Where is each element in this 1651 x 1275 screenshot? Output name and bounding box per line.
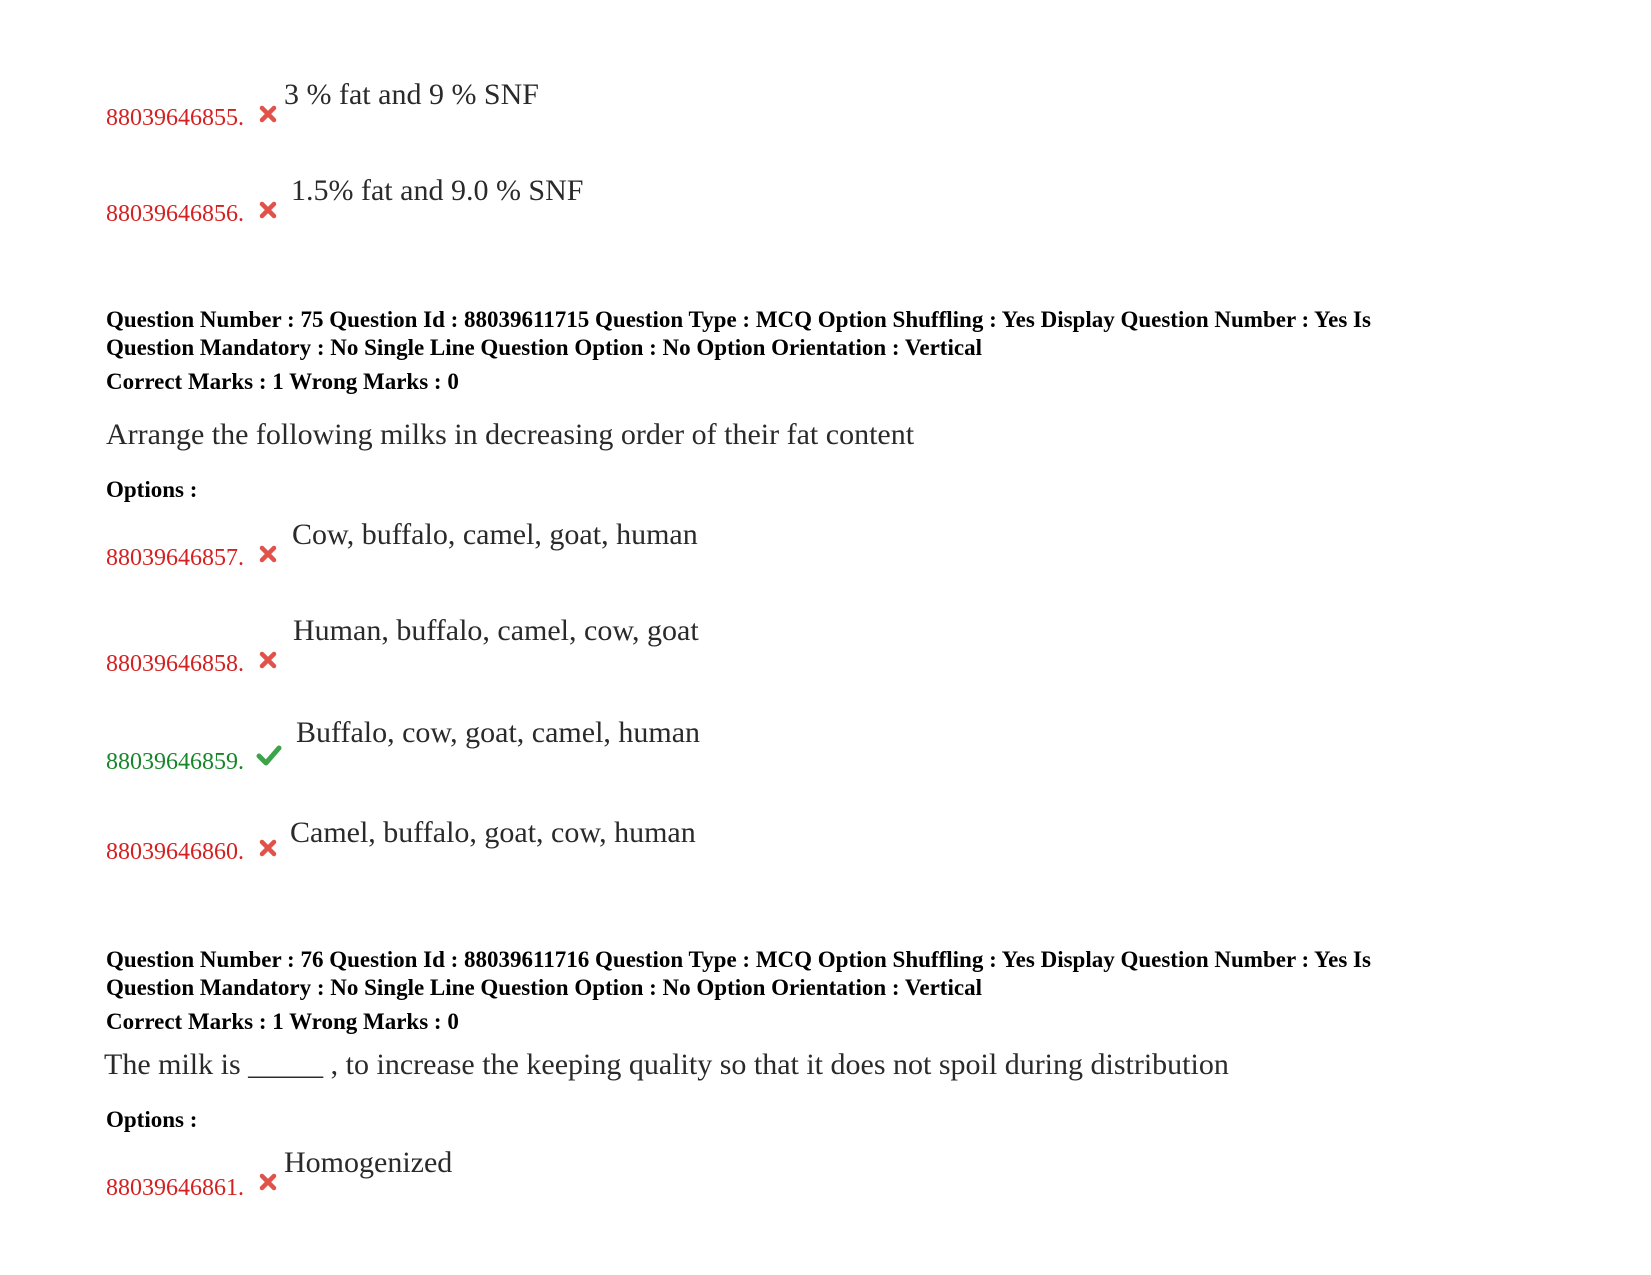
cross-icon — [258, 838, 278, 858]
q76-marks: Correct Marks : 1 Wrong Marks : 0 — [106, 1009, 459, 1034]
option-id-88039646861: 88039646861. — [106, 1175, 244, 1201]
option-id-88039646858: 88039646858. — [106, 651, 244, 677]
q76-meta-line2: Question Mandatory : No Single Line Question Option : No Option Orientation : Vertical — [106, 975, 982, 1000]
q75-meta-line2: Question Mandatory : No Single Line Question Option : No Option Orientation : Vertical — [106, 335, 982, 360]
q76-options-label: Options : — [106, 1107, 198, 1132]
option-text-88039646857: Cow, buffalo, camel, goat, human — [292, 518, 698, 551]
cross-icon — [258, 200, 278, 220]
cross-icon — [258, 1172, 278, 1192]
option-id-88039646859: 88039646859. — [106, 749, 244, 775]
cross-icon — [258, 650, 278, 670]
option-text-88039646855: 3 % fat and 9 % SNF — [284, 78, 539, 111]
option-text-88039646859: Buffalo, cow, goat, camel, human — [296, 716, 701, 749]
q75-question-text: Arrange the following milks in decreasing order of their fat content — [106, 418, 915, 451]
option-text-88039646856: 1.5% fat and 9.0 % SNF — [291, 174, 584, 207]
option-id-88039646860: 88039646860. — [106, 839, 244, 865]
option-id-88039646857: 88039646857. — [106, 545, 244, 571]
option-text-88039646861: Homogenized — [284, 1146, 453, 1179]
option-text-88039646860: Camel, buffalo, goat, cow, human — [290, 816, 696, 849]
q75-meta-line1: Question Number : 75 Question Id : 88039611715 Question Type : MCQ Option Shuffling : Yes Display Question Number : Yes Is — [106, 307, 1371, 332]
q76-question-text: The milk is _____ , to increase the keeping quality so that it does not spoil during distribution — [104, 1048, 1229, 1081]
check-icon — [256, 744, 282, 766]
cross-icon — [258, 544, 278, 564]
cross-icon — [258, 104, 278, 124]
q75-options-label: Options : — [106, 477, 198, 502]
option-id-88039646856: 88039646856. — [106, 201, 244, 227]
option-id-88039646855: 88039646855. — [106, 105, 244, 131]
option-text-88039646858: Human, buffalo, camel, cow, goat — [293, 614, 699, 647]
q75-marks: Correct Marks : 1 Wrong Marks : 0 — [106, 369, 459, 394]
q76-meta-line1: Question Number : 76 Question Id : 88039611716 Question Type : MCQ Option Shuffling : Yes Display Question Number : Yes Is — [106, 947, 1371, 972]
